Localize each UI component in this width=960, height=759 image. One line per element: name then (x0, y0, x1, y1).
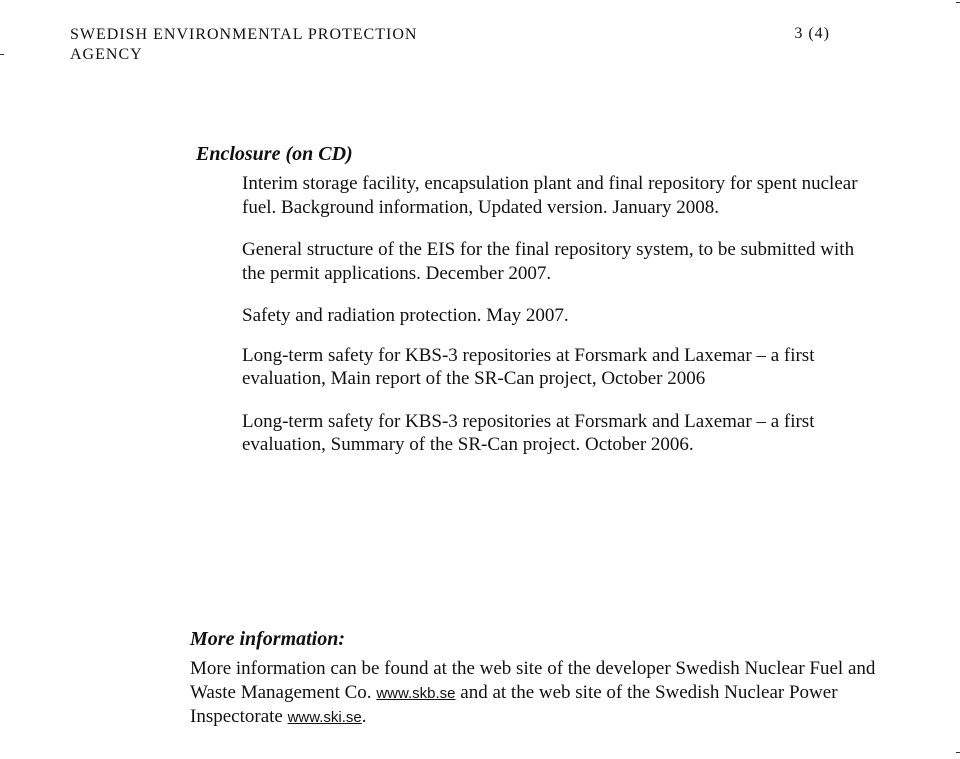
more-information-heading: More information: (190, 628, 346, 650)
page-number: 3 (4) (794, 25, 830, 42)
more-info-text-end: . (361, 706, 367, 727)
scan-artifact (0, 54, 4, 55)
scan-artifact (956, 2, 960, 3)
skb-link[interactable]: www.skb.se (376, 684, 456, 702)
agency-name-line2: AGENCY (70, 46, 143, 63)
enclosure-item: General structure of the EIS for the final repository system, to be submitted with the permit applications. December 2007. (242, 239, 855, 284)
agency-name-line1: SWEDISH ENVIRONMENTAL PROTECTION (70, 26, 418, 43)
more-information-text (190, 657, 890, 730)
enclosure-list (242, 172, 882, 476)
agency-header (70, 25, 417, 65)
enclosure-item: Long-term safety for KBS-3 repositories at Forsmark and Laxemar – a first evaluation, Main report of the SR-Can project, October 2006 (242, 344, 815, 389)
more-info-text-part1: More information can be found at the web site of the developer Swedish Nuclear Fuel and Waste Management Co. (190, 658, 876, 703)
scan-artifact (956, 752, 960, 753)
enclosure-item: Safety and radiation protection. May 2007. (242, 305, 569, 326)
enclosure-item: Interim storage facility, encapsulation plant and final repository for spent nuclear fuel. Background information, Updated version. January 2008. (242, 173, 858, 218)
enclosure-item: Long-term safety for KBS-3 repositories at Forsmark and Laxemar – a first evaluation, Summary of the SR-Can project. October 2006. (242, 410, 815, 455)
ski-link[interactable]: www.ski.se (287, 709, 362, 726)
more-info-text-part2: and at the web site of the Swedish Nuclear Power Inspectorate (190, 681, 838, 727)
enclosure-heading: Enclosure (on CD) (196, 143, 353, 165)
